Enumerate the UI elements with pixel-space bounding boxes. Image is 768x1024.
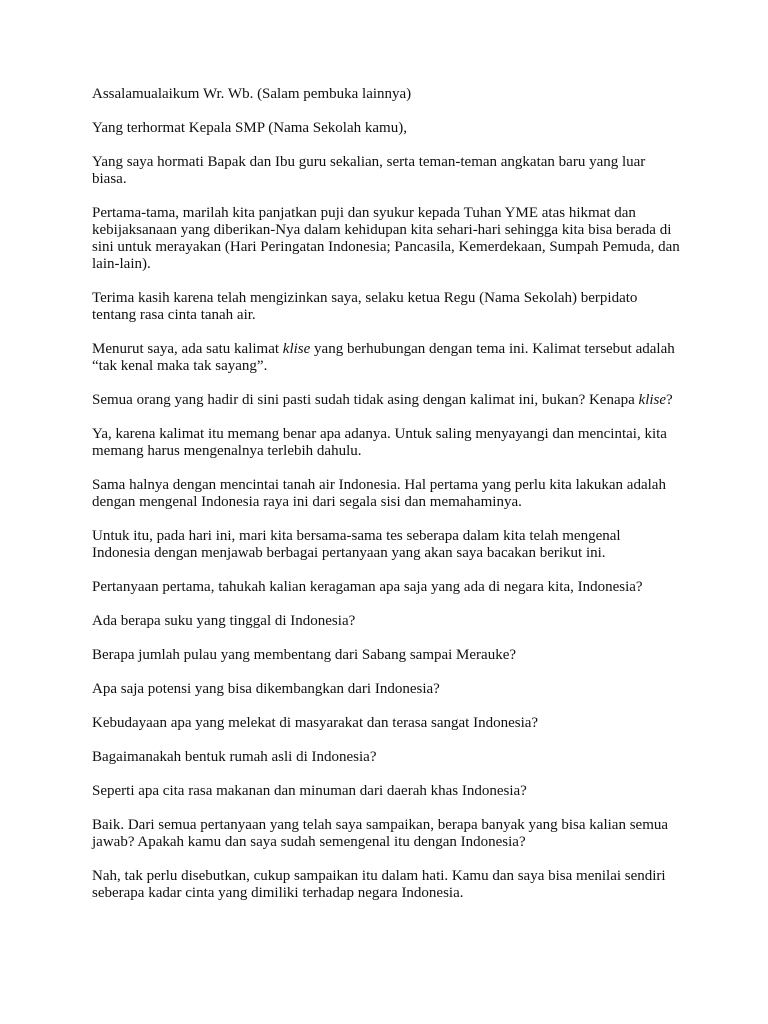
paragraph-text: Ya, karena kalimat itu memang benar apa adanya. Untuk saling menyayangi dan mencintai, kita memang harus mengenalnya terlebih dahulu.	[92, 426, 667, 459]
paragraph-text: ?	[666, 392, 673, 408]
paragraph-question-3	[92, 647, 682, 664]
paragraph-text: Berapa jumlah pulau yang membentang dari Sabang sampai Merauke?	[92, 647, 517, 663]
paragraph-question-4	[92, 681, 682, 698]
paragraph-test-intro	[92, 528, 682, 562]
paragraph-italic-text: klise	[282, 341, 311, 357]
paragraph-text: Sama halnya dengan mencintai tanah air Indonesia. Hal pertama yang perlu kita lakukan adalah dengan mengenal Indonesia raya ini dari segala sisi dan memahaminya.	[92, 477, 666, 510]
paragraph-text: Pertama-tama, marilah kita panjatkan puji dan syukur kepada Tuhan YME atas hikmat dan kebijaksanaan yang diberikan-Nya dalam kehidupan kita sehari-hari sehingga kita bisa berada di sini untuk merayakan (Hari Peringatan Indonesia; Pancasila, Kemerdekaan, Sumpah Pemuda, dan lain-lain).	[92, 205, 680, 272]
paragraph-text: Untuk itu, pada hari ini, mari kita bersama-sama tes seberapa dalam kita telah mengenal Indonesia dengan menjawab berbagai pertanyaan yang akan saya bacakan berikut ini.	[92, 528, 621, 561]
paragraph-cliche-sentence	[92, 341, 682, 375]
paragraph-love-homeland	[92, 477, 682, 511]
paragraph-text: Nah, tak perlu disebutkan, cukup sampaikan itu dalam hati. Kamu dan saya bisa menilai sendiri seberapa kadar cinta yang dimiliki terhadap negara Indonesia.	[92, 868, 666, 901]
paragraph-text: Ada berapa suku yang tinggal di Indonesia?	[92, 613, 356, 629]
document-body	[92, 86, 682, 919]
paragraph-text: Yang saya hormati Bapak dan Ibu guru sekalian, serta teman-teman angkatan baru yang luar biasa.	[92, 154, 646, 187]
paragraph-question-7	[92, 783, 682, 800]
paragraph-text: Apa saja potensi yang bisa dikembangkan dari Indonesia?	[92, 681, 440, 697]
paragraph-question-6	[92, 749, 682, 766]
paragraph-text: Yang terhormat Kepala SMP (Nama Sekolah kamu),	[92, 120, 407, 136]
paragraph-text: Pertanyaan pertama, tahukah kalian keragaman apa saja yang ada di negara kita, Indonesia?	[92, 579, 643, 595]
paragraph-italic-text: klise	[638, 392, 667, 408]
paragraph-text: Baik. Dari semua pertanyaan yang telah saya sampaikan, berapa banyak yang bisa kalian semua jawab? Apakah kamu dan saya sudah semengenal itu dengan Indonesia?	[92, 817, 669, 850]
paragraph-salutation	[92, 86, 682, 103]
paragraph-text: Menurut saya, ada satu kalimat	[92, 341, 283, 357]
paragraph-cliche-question	[92, 392, 682, 409]
paragraph-greeting-teachers	[92, 154, 682, 188]
paragraph-greeting-principal	[92, 120, 682, 137]
paragraph-reflection	[92, 817, 682, 851]
paragraph-question-1	[92, 579, 682, 596]
paragraph-explanation	[92, 426, 682, 460]
paragraph-text: yang berhubungan dengan tema ini. Kalimat tersebut adalah “tak kenal maka tak sayang”.	[92, 341, 675, 374]
paragraph-text: Assalamualaikum Wr. Wb. (Salam pembuka lainnya)	[92, 86, 412, 102]
paragraph-text: Terima kasih karena telah mengizinkan saya, selaku ketua Regu (Nama Sekolah) berpidato tentang rasa cinta tanah air.	[92, 290, 638, 323]
paragraph-opening-gratitude	[92, 205, 682, 273]
paragraph-text: Semua orang yang hadir di sini pasti sudah tidak asing dengan kalimat ini, bukan? Kenapa	[92, 392, 639, 408]
paragraph-text: Kebudayaan apa yang melekat di masyarakat dan terasa sangat Indonesia?	[92, 715, 539, 731]
paragraph-text: Bagaimanakah bentuk rumah asli di Indonesia?	[92, 749, 377, 765]
paragraph-question-5	[92, 715, 682, 732]
paragraph-question-2	[92, 613, 682, 630]
paragraph-thanks	[92, 290, 682, 324]
paragraph-text: Seperti apa cita rasa makanan dan minuman dari daerah khas Indonesia?	[92, 783, 527, 799]
paragraph-closing-thought	[92, 868, 682, 902]
